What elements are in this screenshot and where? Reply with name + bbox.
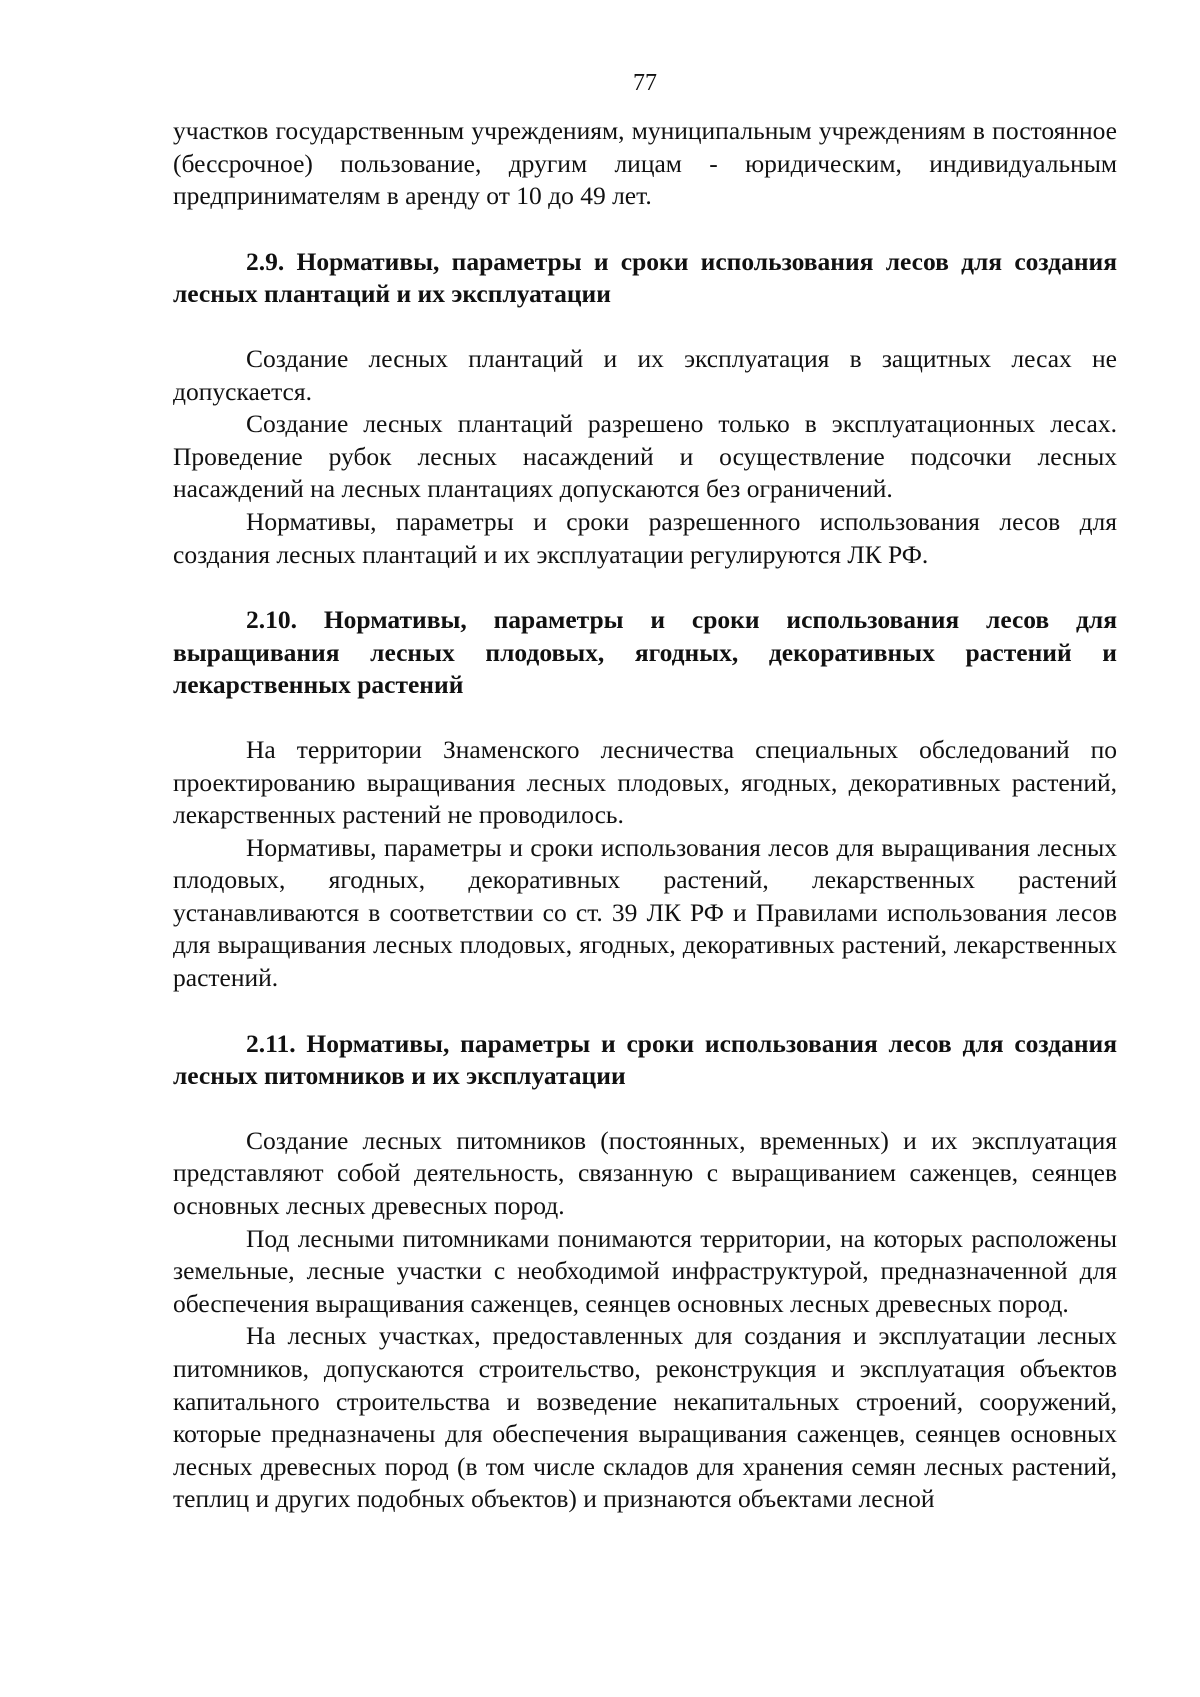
paragraph: Нормативы, параметры и сроки разрешенного использования лесов для создания лесных плантаций и их эксплуатации регулируются ЛК РФ. xyxy=(173,506,1117,569)
continuation-paragraph: участков государственным учреждениям, муниципальным учреждениям в постоянное (бессрочное) пользование, другим лицам - юридическим, индивидуальным предпринимателям в аренду от 10 до 49 лет. xyxy=(173,116,1117,211)
document-body xyxy=(173,115,1117,1516)
page-number: 77 xyxy=(633,70,657,96)
paragraph: На территории Знаменского лесничества специальных обследований по проектированию выращивания лесных плодовых, ягодных, декоративных растений, лекарственных растений не проводилось. xyxy=(173,734,1117,830)
section-heading: 2.11. Нормативы, параметры и сроки использования лесов для создания лесных питомников и их эксплуатации xyxy=(173,1028,1117,1091)
paragraph: Создание лесных плантаций разрешено только в эксплуатационных лесах. Проведение рубок лесных насаждений и осуществление подсочки лесных насаждений на лесных плантациях допускаются без ограничений. xyxy=(173,409,1117,504)
section-heading: 2.10. Нормативы, параметры и сроки использования лесов для выращивания лесных плодовых, ягодных, декоративных растений и лекарственных растений xyxy=(173,605,1117,700)
paragraph: На лесных участках, предоставленных для создания и эксплуатации лесных питомников, допускаются строительство, реконструкция и эксплуатация объектов капитального строительства и возведение некапитальных строений, сооружений, которые предназначены для обеспечения выращивания саженцев, сеянцев основных лесных древесных пород (в том числе складов для хранения семян лесных растений, теплиц и других подобных объектов) и признаются объектами лесной xyxy=(173,1321,1117,1514)
paragraph: Нормативы, параметры и сроки использования лесов для выращивания лесных плодовых, ягодных, декоративных растений, лекарственных растений устанавливаются в соответствии со ст. 39 ЛК РФ и Правилами использования лесов для выращивания лесных плодовых, ягодных, декоративных растений, лекарственных растений. xyxy=(173,832,1117,993)
paragraph: Создание лесных питомников (постоянных, временных) и их эксплуатация представляют собой деятельность, связанную с выращиванием саженцев, сеянцев основных лесных древесных пород. xyxy=(173,1125,1117,1221)
section-2-11 xyxy=(173,1028,1117,1516)
section-2-10 xyxy=(173,604,1117,995)
paragraph: Создание лесных плантаций и их эксплуатация в защитных лесах не допускается. xyxy=(173,343,1117,406)
section-2-9 xyxy=(173,246,1117,571)
paragraph: Под лесными питомниками понимаются территории, на которых расположены земельные, лесные участки с необходимой инфраструктурой, предназначенной для обеспечения выращивания саженцев, сеянцев основных лесных древесных пород. xyxy=(173,1223,1117,1318)
section-heading: 2.9. Нормативы, параметры и сроки использования лесов для создания лесных плантаций и их эксплуатации xyxy=(173,246,1117,309)
